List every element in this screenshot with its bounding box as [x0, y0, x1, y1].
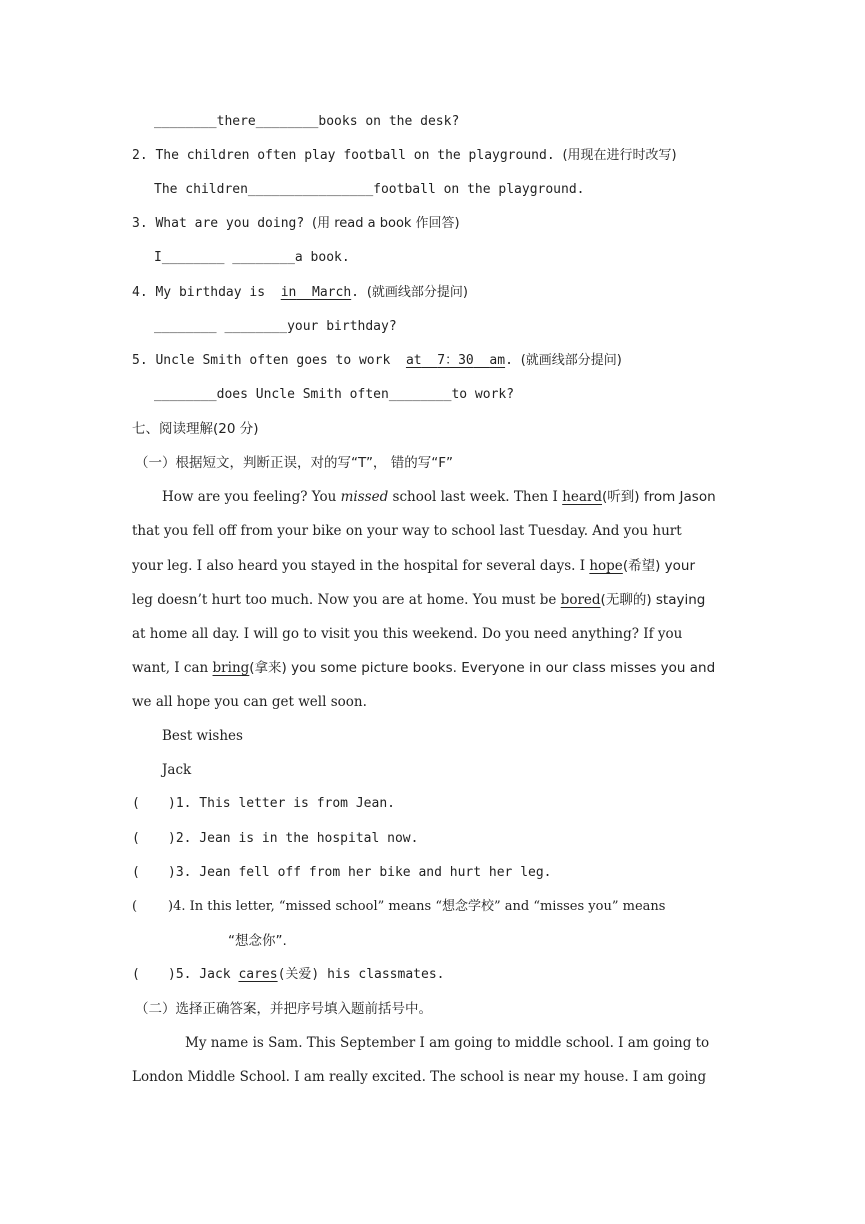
- tf-question-3: ( )3. Jean fell off from her bike and hurt her leg.: [132, 863, 732, 883]
- passage2-line-2: London Middle School. I am really excited. The school is near my house. I am going: [132, 1069, 707, 1085]
- tf-question-4: ( )4. In this letter, “missed school” means “想念学校” and “misses you” means: [132, 897, 732, 917]
- q4-prompt: 4. My birthday is in March. (就画线部分提问): [132, 285, 468, 300]
- answer-paren[interactable]: (: [132, 967, 140, 982]
- q5-prompt: 5. Uncle Smith often goes to work at 7：30 am. (就画线部分提问): [132, 353, 622, 368]
- underlined-word: am: [489, 353, 506, 368]
- letter-line-4: leg doesn’t hurt too much. Now you are at home. You must be bored(无聊的) staying: [132, 592, 706, 608]
- letter-signature: Jack: [162, 762, 192, 778]
- underlined-word: March: [312, 285, 352, 300]
- tf-question-2: ( )2. Jean is in the hospital now.: [132, 829, 732, 849]
- answer-blank[interactable]: ________________: [247, 182, 374, 197]
- underlined-word: hope: [589, 558, 623, 574]
- answer-blank[interactable]: ________: [388, 387, 452, 402]
- answer-blank[interactable]: ________: [154, 114, 217, 129]
- part1-instructions: （一）根据短文，判断正误，对的写“T”， 错的写“F”: [135, 455, 453, 471]
- answer-blank[interactable]: ________: [224, 319, 288, 334]
- letter-line-6: want, I can bring(拿来) you some picture books. Everyone in our class misses you and: [132, 660, 716, 676]
- letter-line-3: your leg. I also heard you stayed in the hospital for several days. I hope(希望) your: [132, 558, 695, 574]
- letter-closing: Best wishes: [162, 728, 243, 744]
- tf-question-1: ( )1. This letter is from Jean.: [132, 794, 732, 814]
- italic-word: missed: [340, 489, 389, 505]
- answer-paren[interactable]: (: [132, 831, 140, 846]
- answer-paren[interactable]: (: [132, 796, 140, 811]
- answer-blank[interactable]: ________: [154, 387, 217, 402]
- letter-line-5: at home all day. I will go to visit you this weekend. Do you need anything? If you: [132, 626, 683, 642]
- underlined-word: 7：30: [437, 353, 474, 368]
- answer-blank[interactable]: ________: [161, 250, 225, 265]
- answer-paren[interactable]: (: [132, 899, 138, 914]
- q3-prompt: 3. What are you doing? (用 read a book 作回答): [132, 216, 460, 231]
- q3-answer-line: I________ ________a book.: [154, 250, 350, 265]
- underlined-word: cares: [238, 967, 278, 982]
- underlined-word: heard: [562, 489, 603, 505]
- answer-paren[interactable]: (: [132, 865, 140, 880]
- q1-answer-line: ________there________books on the desk?: [154, 114, 460, 129]
- q2-answer-line: The children________________football on the playground.: [154, 182, 585, 197]
- answer-blank[interactable]: ________: [232, 250, 295, 265]
- part2-instructions: （二）选择正确答案，并把序号填入题前括号中。: [135, 1001, 432, 1017]
- tf-question-4-continued: “想念你”.: [228, 933, 287, 949]
- underlined-word: bored: [560, 592, 601, 608]
- underlined-word: bring: [212, 660, 250, 676]
- q5-answer-line: ________does Uncle Smith often________to work?: [154, 387, 515, 402]
- q4-answer-line: ________ ________your birthday?: [154, 319, 397, 334]
- tf-question-5: ( )5. Jack cares(关爱) his classmates.: [132, 965, 732, 985]
- answer-blank[interactable]: ________: [255, 114, 319, 129]
- underlined-word: at: [405, 353, 422, 368]
- answer-blank[interactable]: ________: [154, 319, 217, 334]
- letter-line-1: How are you feeling? You missed school last week. Then I heard(听到) from Jason: [162, 489, 716, 505]
- letter-line-2: that you fell off from your bike on your way to school last Tuesday. And you hurt: [132, 523, 682, 539]
- q2-prompt: 2. The children often play football on the playground. (用现在进行时改写): [132, 148, 677, 163]
- passage2-line-1: My name is Sam. This September I am going to middle school. I am going to: [185, 1035, 710, 1051]
- section-7-heading: 七、阅读理解(20 分): [132, 421, 259, 437]
- letter-line-7: we all hope you can get well soon.: [132, 694, 367, 710]
- underlined-word: in: [280, 285, 297, 300]
